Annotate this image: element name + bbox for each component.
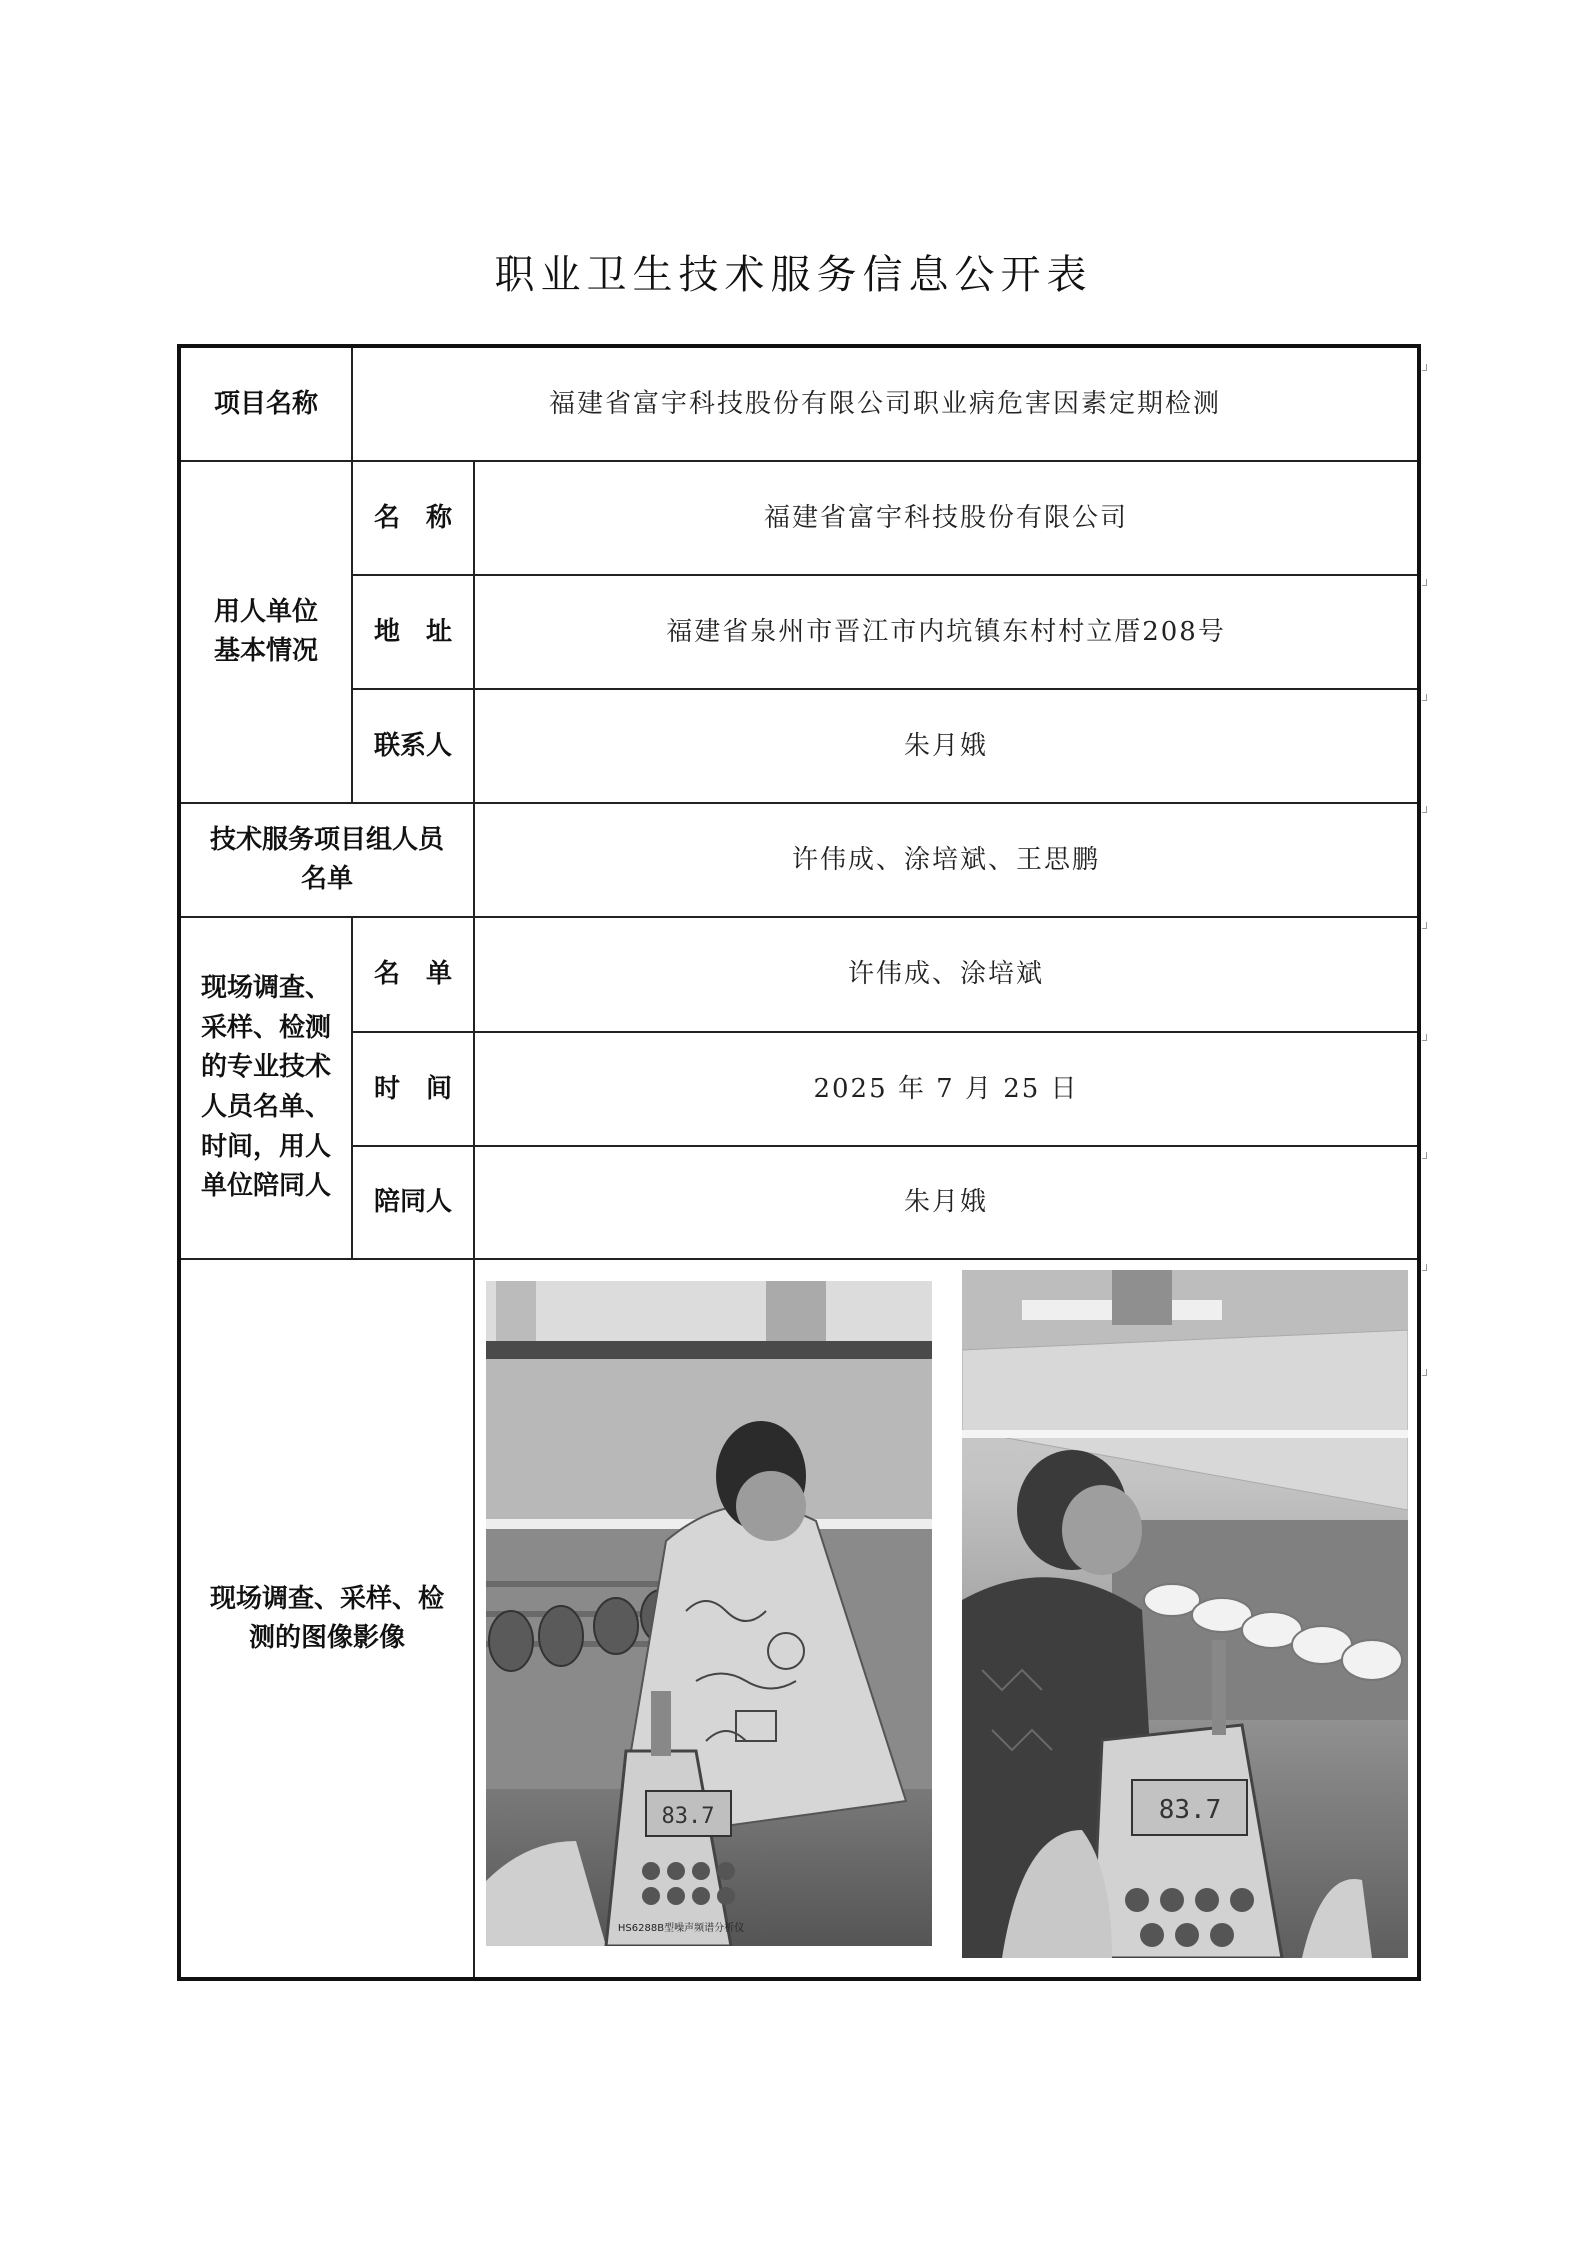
field-time-value: 2025 年 7 月 25 日 xyxy=(474,1032,1419,1146)
field-group-label-line: 现场调查、 xyxy=(200,973,331,1004)
row-employer-address xyxy=(179,575,1419,689)
margin-mark xyxy=(1422,806,1427,813)
team-label-line1: 技术服务项目组人员 xyxy=(209,825,444,855)
margin-mark xyxy=(1422,694,1427,701)
field-list-value: 许伟成、涂培斌 xyxy=(474,917,1419,1032)
employer-group-label-line1: 用人单位 xyxy=(213,597,318,627)
field-list-label: 名 单 xyxy=(352,917,474,1032)
employer-contact-label: 联系人 xyxy=(352,689,474,803)
row-employer-name xyxy=(179,461,1419,575)
meter-reading-1: 83.7 xyxy=(661,1804,715,1829)
employer-group-label-line2: 基本情况 xyxy=(213,636,318,666)
margin-mark xyxy=(1422,1152,1427,1159)
field-group-label-line: 的专业技术 xyxy=(200,1052,331,1083)
site-photo-2-graphic xyxy=(962,1270,1408,1958)
employer-address-value: 福建省泉州市晋江市内坑镇东村村立厝208号 xyxy=(474,575,1419,689)
field-time-label: 时 间 xyxy=(352,1032,474,1146)
site-photo-1-graphic xyxy=(486,1281,932,1946)
row-project xyxy=(179,346,1419,461)
margin-mark xyxy=(1422,922,1427,929)
team-label-line2: 名单 xyxy=(300,864,353,894)
field-group-label-line: 单位陪同人 xyxy=(200,1171,331,1202)
page-title: 职业卫生技术服务信息公开表 xyxy=(494,252,1093,298)
meter-model-label: HS6288B型噪声频谱分析仪 xyxy=(617,1923,745,1934)
employer-name-value: 福建省富宇科技股份有限公司 xyxy=(474,461,1419,575)
employer-contact-value: 朱月娥 xyxy=(474,689,1419,803)
row-field-time xyxy=(179,1032,1419,1146)
employer-group-label xyxy=(179,461,352,803)
field-group-label-line: 人员名单、 xyxy=(200,1092,331,1122)
margin-mark xyxy=(1422,1034,1427,1041)
margin-mark xyxy=(1422,1264,1427,1271)
project-value: 福建省富宇科技股份有限公司职业病危害因素定期检测 xyxy=(352,346,1419,461)
meter-reading-2: 83.7 xyxy=(1158,1795,1222,1825)
field-escort-value: 朱月娥 xyxy=(474,1146,1419,1259)
field-group-label-line: 时间，用人 xyxy=(200,1131,331,1162)
margin-marks xyxy=(1422,344,1428,1984)
margin-mark xyxy=(1422,579,1427,586)
employer-address-label: 地 址 xyxy=(352,575,474,689)
images-label-line1: 现场调查、采样、检 xyxy=(209,1583,444,1614)
row-employer-contact xyxy=(179,689,1419,803)
margin-mark xyxy=(1422,364,1427,371)
row-field-escort xyxy=(179,1146,1419,1259)
images-label-line2: 测的图像影像 xyxy=(248,1622,405,1653)
margin-mark xyxy=(1422,1369,1427,1376)
site-photo-2 xyxy=(962,1270,1408,1958)
team-label xyxy=(179,803,474,917)
employer-name-label: 名 称 xyxy=(352,461,474,575)
project-label: 项目名称 xyxy=(179,346,352,461)
field-group-label-line: 采样、检测 xyxy=(200,1012,331,1043)
row-field-list xyxy=(179,917,1419,1032)
images-label xyxy=(179,1259,474,1979)
site-photo-1 xyxy=(486,1281,932,1946)
team-value: 许伟成、涂培斌、王思鹏 xyxy=(474,803,1419,917)
field-group-label xyxy=(179,917,352,1259)
field-escort-label: 陪同人 xyxy=(352,1146,474,1259)
row-team xyxy=(179,803,1419,917)
